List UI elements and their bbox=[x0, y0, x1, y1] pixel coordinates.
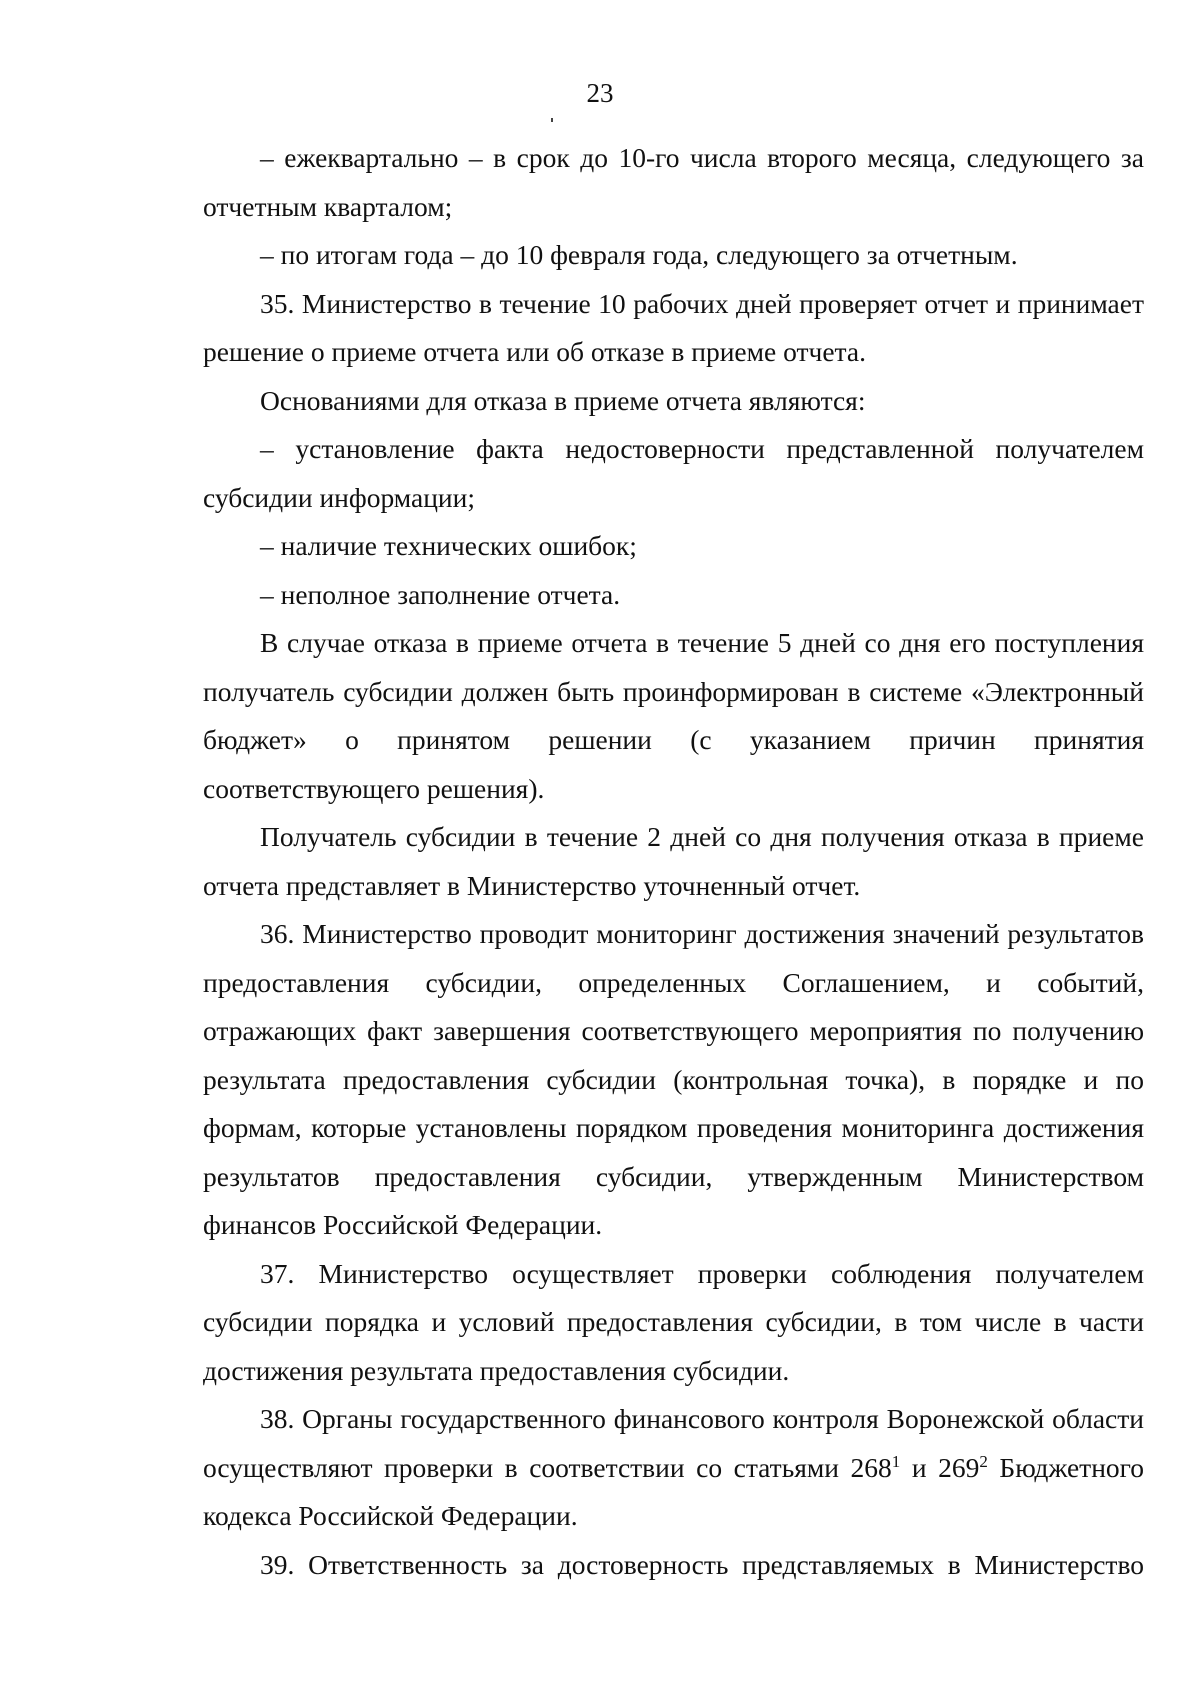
paragraph-grounds-item-1: – установление факта недостоверности представленной получателем субсидии информации; bbox=[203, 433, 1144, 513]
paragraph-38-text-middle: и 269 bbox=[900, 1451, 980, 1483]
paragraph-36: 36. Министерство проводит мониторинг достижения значений результатов предоставления субсидии, определенных Соглашением, и событий, отражающих факт завершения соответствующего мероприятия по получению результата предоставления субсидии (контрольная точка), в порядке и по формам, которые установлены порядком проведения мониторинга достижения результатов предоставления субсидии, утвержденным Министерством финансов Российской Федерации. bbox=[203, 918, 1144, 1240]
paragraph-35: 35. Министерство в течение 10 рабочих дней проверяет отчет и принимает решение о приеме отчета или об отказе в приеме отчета. bbox=[203, 287, 1144, 367]
footnote-superscript-1: 1 bbox=[891, 1451, 901, 1471]
paragraph-38-text-start: 38. Органы государственного финансового контроля Воронежской области осуществляют проверки в соответствии со статьями 268 bbox=[203, 1403, 1144, 1483]
paragraph-grounds-item-3: – неполное заполнение отчета. bbox=[260, 578, 621, 610]
paragraph-38 bbox=[203, 1395, 1144, 1541]
paragraph-38-text-end: Бюджетного кодекса Российской Федерации. bbox=[203, 1451, 1145, 1531]
paragraph-grounds-item-2: – наличие технических ошибок; bbox=[260, 530, 637, 561]
footnote-superscript-2: 2 bbox=[979, 1451, 988, 1471]
paragraph-39: 39. Ответственность за достоверность представляемых в Министерство bbox=[260, 1548, 1144, 1580]
paragraph-yearly: – по итогам года – до 10 февраля года, следующего за отчетным. bbox=[260, 239, 1018, 270]
document-body bbox=[203, 134, 1144, 1589]
page-number: 23 bbox=[586, 78, 614, 108]
paragraph-37: 37. Министерство осуществляет проверки соблюдения получателем субсидии порядка и условий предоставления субсидии, в том числе в части достижения результата предоставления субсидии. bbox=[203, 1257, 1144, 1386]
scan-mark bbox=[551, 118, 553, 122]
paragraph-recipient: Получатель субсидии в течение 2 дней со дня получения отказа в приеме отчета представляет в Министерство уточненный отчет. bbox=[203, 821, 1144, 901]
paragraph-quarterly: – ежеквартально – в срок до 10-го числа второго месяца, следующего за отчетным кварталом; bbox=[203, 142, 1144, 222]
paragraph-refusal: В случае отказа в приеме отчета в течение 5 дней со дня его поступления получатель субсидии должен быть проинформирован в системе «Электронный бюджет» о принятом решении (с указанием причин принятия соответствующего решения). bbox=[203, 627, 1144, 804]
paragraph-grounds: Основаниями для отказа в приеме отчета являются: bbox=[260, 384, 866, 416]
